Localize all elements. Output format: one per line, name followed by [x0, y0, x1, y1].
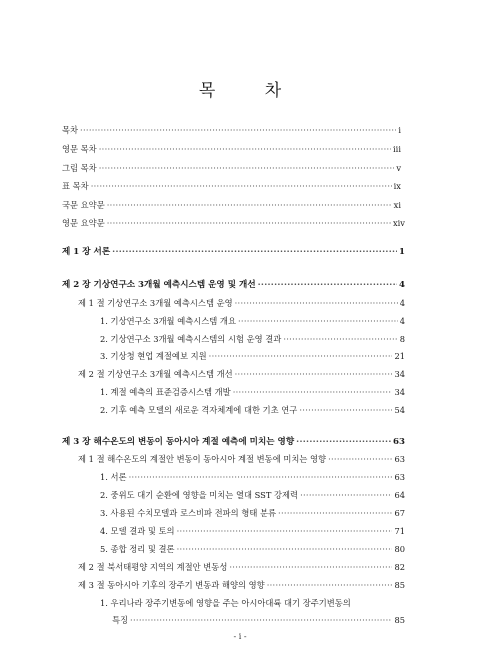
dot-leader [229, 561, 392, 573]
toc-entry-page: 71 [394, 526, 405, 536]
toc-subsection[interactable] [100, 333, 405, 345]
toc-entry-page: 4 [399, 316, 405, 326]
toc-entry-label: 제 2 장 기상연구소 3개월 예측시스템 운영 및 개선 [62, 280, 256, 290]
toc-subsection[interactable] [100, 471, 405, 483]
toc-section[interactable] [78, 561, 405, 573]
toc-entry-label: 제 3 절 동아시아 기후의 장주기 변동과 해양의 영향 [78, 580, 265, 590]
dot-leader [296, 436, 391, 448]
toc-entry-label: 3. 사용된 수치모델과 로스비파 전파의 형태 분류 [100, 508, 277, 518]
dot-leader [99, 162, 395, 174]
toc-entry-page: 85 [394, 615, 405, 625]
dot-leader [267, 579, 393, 591]
toc-entry[interactable] [62, 143, 401, 155]
dot-leader [99, 143, 391, 155]
toc-subsection[interactable] [100, 507, 405, 519]
toc-entry-page: 54 [394, 405, 405, 415]
toc-entry[interactable] [62, 162, 401, 174]
dot-leader [129, 471, 393, 483]
dot-leader [235, 368, 393, 380]
toc-entry-page: xi [393, 200, 401, 210]
toc-entry-page: iii [393, 144, 401, 154]
dot-leader [300, 489, 392, 501]
toc-entry-label: 2. 중위도 대기 순환에 영향을 미치는 열대 SST 강제력 [100, 490, 299, 500]
toc-entry-label: 표 목차 [62, 181, 89, 191]
toc-entry-page: 85 [394, 580, 405, 590]
dot-leader [91, 180, 392, 192]
dot-leader [328, 453, 392, 465]
toc-entry-label: 4. 모델 결과 및 토의 [100, 526, 175, 536]
toc-section[interactable] [78, 579, 405, 591]
toc-section[interactable] [78, 453, 405, 465]
toc-entry-page: 4 [399, 280, 405, 290]
toc-entry-page: 1 [399, 247, 405, 257]
dot-leader [130, 614, 392, 626]
page-number: - i - [233, 632, 247, 641]
toc-entry-label: 1. 기상연구소 3개월 예측시스템 개요 [100, 316, 236, 326]
toc-entry-page: 63 [394, 454, 405, 464]
toc-entry-label: 국문 요약문 [62, 200, 105, 210]
toc-entry-page: 34 [394, 387, 405, 397]
toc-entry-label: 그림 목차 [62, 163, 97, 173]
dot-leader [233, 386, 393, 398]
toc-entry-page: 34 [394, 369, 405, 379]
toc-entry-page: 21 [394, 351, 405, 361]
toc-subsection[interactable] [100, 597, 405, 609]
toc-chapter[interactable] [62, 436, 405, 448]
toc-entry-label: 1. 우리나라 장주기변동에 영향을 주는 아시아대륙 대기 장주기변동의 [100, 598, 351, 608]
dot-leader [299, 404, 392, 416]
toc-entry-page: 82 [394, 562, 405, 572]
toc-entry-label: 3. 기상청 현업 계절예보 지원 [100, 351, 207, 361]
toc-subsection[interactable] [100, 489, 405, 501]
toc-entry-label: 1. 계절 예측의 표준검증시스템 개발 [100, 387, 231, 397]
dot-leader [177, 543, 393, 555]
toc-entry-label: 제 1 절 기상연구소 3개월 예측시스템 운영 [78, 298, 233, 308]
dot-leader [80, 124, 396, 136]
toc-entry-label: 영문 목차 [62, 144, 97, 154]
toc-entry-page: 4 [399, 298, 405, 308]
toc-subsection[interactable] [100, 543, 405, 555]
dot-leader [209, 350, 393, 362]
toc-subsection[interactable] [100, 386, 405, 398]
toc-entry-label: 제 2 절 북서태평양 지역의 계절안 변동성 [78, 562, 228, 572]
dot-leader [238, 315, 398, 327]
toc-entry-page: 80 [394, 544, 405, 554]
toc-entry-label: 목차 [62, 125, 79, 135]
dot-leader [235, 297, 398, 309]
toc-chapter[interactable] [62, 279, 405, 291]
page-title: 목 차 [198, 81, 304, 101]
toc-entry-page: v [396, 163, 401, 173]
toc-section[interactable] [78, 297, 405, 309]
toc-entry-label: 제 3 장 해수온도의 변동이 동아시아 계절 예측에 미치는 영향 [62, 437, 295, 447]
toc-chapter[interactable] [62, 246, 405, 258]
dot-leader [107, 199, 392, 211]
toc-entry-label: 제 2 절 기상연구소 3개월 예측시스템 개선 [78, 369, 233, 379]
toc-entry[interactable] [62, 217, 405, 229]
toc-subsection[interactable] [100, 350, 405, 362]
toc-entry-label: 2. 기후 예측 모델의 새로운 격자체계에 대한 기초 연구 [100, 405, 298, 415]
dot-leader [112, 246, 397, 258]
toc-entry-page: 8 [399, 334, 405, 344]
toc-entry-label: 제 1 절 해수온도의 계절안 변동이 동아시아 계절 변동에 미치는 영향 [78, 454, 327, 464]
toc-entry-label: 1. 서론 [100, 472, 127, 482]
dot-leader [107, 217, 391, 229]
dot-leader [177, 525, 393, 537]
toc-entry-page: 64 [394, 490, 405, 500]
toc-entry-label: 제 1 장 서론 [62, 247, 111, 257]
dot-leader [283, 333, 397, 345]
toc-entry-page: ix [393, 181, 401, 191]
dot-leader [278, 507, 392, 519]
toc-entry-page: 63 [393, 437, 405, 447]
toc-entry-label: 영문 요약문 [62, 218, 105, 228]
toc-entry-page: xiv [392, 218, 405, 228]
toc-subsection-continuation[interactable] [112, 614, 405, 626]
toc-subsection[interactable] [100, 315, 405, 327]
toc-entry[interactable] [62, 124, 401, 136]
dot-leader [258, 279, 397, 291]
toc-section[interactable] [78, 368, 405, 380]
toc-entry-label: 2. 기상연구소 3개월 예측시스템의 시험 운영 결과 [100, 334, 282, 344]
toc-entry[interactable] [62, 199, 401, 211]
toc-entry-page: 63 [394, 472, 405, 482]
toc-entry-page: i [398, 125, 401, 135]
toc-subsection[interactable] [100, 404, 405, 416]
toc-subsection[interactable] [100, 525, 405, 537]
toc-entry-label: 특징 [112, 615, 129, 625]
toc-entry-label: 5. 종합 정리 및 결론 [100, 544, 175, 554]
toc-entry-page: 67 [394, 508, 405, 518]
toc-entry[interactable] [62, 180, 401, 192]
